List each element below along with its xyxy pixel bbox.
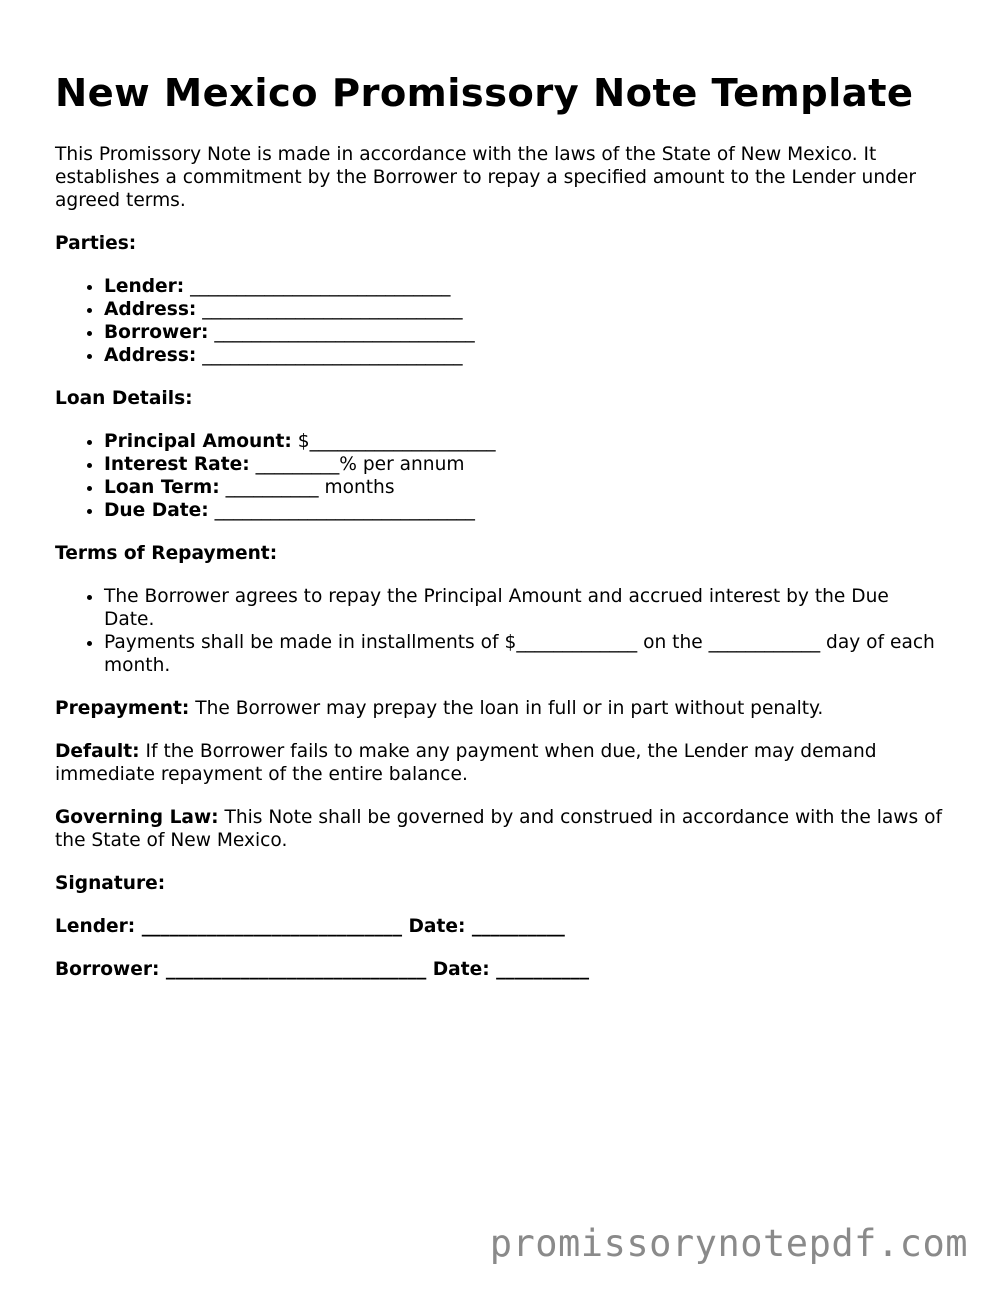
list-item: [104, 430, 945, 453]
list-item: [104, 453, 945, 476]
list-item: [104, 321, 945, 344]
prepayment-label: Prepayment:: [55, 698, 190, 719]
parties-list: [55, 275, 945, 367]
list-item-label: Address:: [104, 299, 197, 320]
list-item-value: ____________________________: [208, 322, 475, 343]
signature-heading: Signature:: [55, 873, 166, 894]
lender-signature-line: Lender: ____________________________ Date: __________: [55, 916, 565, 937]
prepayment-paragraph: [55, 697, 945, 720]
list-item-value: ____________________________: [196, 345, 463, 366]
list-item: [104, 476, 945, 499]
page-title: New Mexico Promissory Note Template: [55, 71, 914, 116]
list-item: [104, 499, 945, 522]
default-text: If the Borrower fails to make any payment when due, the Lender may demand immediate repayment of the entire balance.: [55, 741, 877, 785]
list-item: • Payments shall be made in installments of $_____________ on the ____________ day of each month.: [104, 631, 945, 677]
list-item: [104, 275, 945, 298]
prepayment-text: The Borrower may prepay the loan in full or in part without penalty.: [189, 698, 824, 719]
list-item-label: Due Date:: [104, 500, 209, 521]
document-body: [55, 66, 945, 981]
watermark-text: promissorynotepdf.com: [489, 1222, 968, 1265]
governing-law-text: This Note shall be governed by and construed in accordance with the laws of the State of New Mexico.: [55, 807, 943, 851]
list-item-label: Borrower:: [104, 322, 209, 343]
governing-law-label: Governing Law:: [55, 807, 219, 828]
default-label: Default:: [55, 741, 140, 762]
list-item: [104, 344, 945, 367]
list-item-value: ____________________________: [208, 500, 475, 521]
default-paragraph: [55, 740, 945, 786]
list-item-value: ____________________________: [184, 276, 451, 297]
list-item-label: Interest Rate:: [104, 454, 250, 475]
list-item-value: __________ months: [219, 477, 395, 498]
list-item-value: _________% per annum: [249, 454, 465, 475]
repayment-heading: Terms of Repayment:: [55, 543, 278, 564]
parties-heading: Parties:: [55, 233, 137, 254]
borrower-signature-line: Borrower: ____________________________ Date: __________: [55, 959, 590, 980]
list-item-label: Loan Term:: [104, 477, 220, 498]
loan-details-heading: Loan Details:: [55, 388, 193, 409]
list-item-label: Address:: [104, 345, 197, 366]
repayment-list: [55, 585, 945, 677]
list-item: • The Borrower agrees to repay the Principal Amount and accrued interest by the Due Date.: [104, 585, 945, 631]
intro-paragraph: This Promissory Note is made in accordance with the laws of the State of New Mexico. It establishes a commitment by the Borrower to repay a specified amount to the Lender under agreed terms.: [55, 144, 916, 211]
governing-law-paragraph: [55, 806, 945, 852]
list-item-value: $____________________: [291, 431, 496, 452]
list-item-label: Lender:: [104, 276, 185, 297]
list-item-label: Principal Amount:: [104, 431, 292, 452]
list-item: [104, 298, 945, 321]
list-item-value: ____________________________: [196, 299, 463, 320]
loan-details-list: [55, 430, 945, 522]
